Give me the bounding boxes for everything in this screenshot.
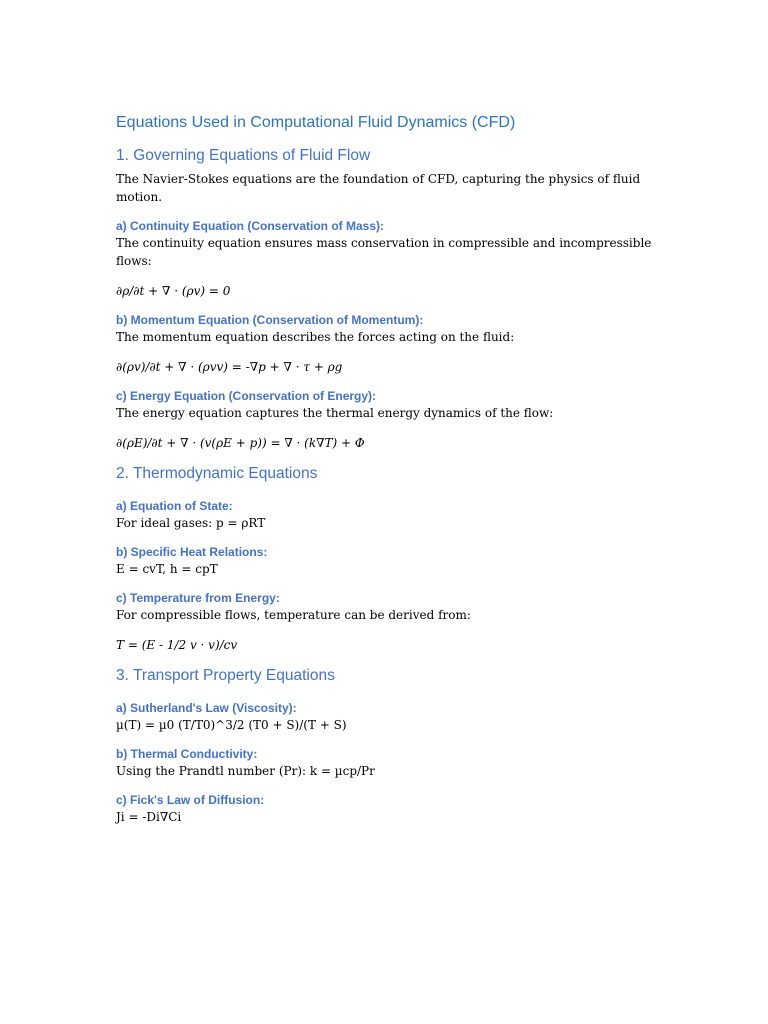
momentum-heading: b) Momentum Equation (Conservation of Momentum): [116,313,424,327]
specific-heat-heading: b) Specific Heat Relations: [116,545,268,559]
section-1-heading: 1. Governing Equations of Fluid Flow [116,147,371,164]
energy-equation: ∂(ρE)/∂t + ∇ · (v(ρE + p)) = ∇ · (k∇T) + Φ [116,436,365,450]
temperature-equation: T = (E - 1/2 v · v)/cv [116,638,238,652]
section-2-heading: 2. Thermodynamic Equations [116,465,318,482]
equation-of-state-text: For ideal gases: p = ρRT [116,516,266,530]
momentum-equation: ∂(ρv)/∂t + ∇ · (ρvv) = -∇p + ∇ · τ + ρg [116,360,343,374]
specific-heat-text: E = cvT, h = cpT [116,562,218,576]
energy-heading: c) Energy Equation (Conservation of Energy): [116,389,377,403]
equation-of-state-heading: a) Equation of State: [116,499,233,513]
momentum-text: The momentum equation describes the forces acting on the fluid: [116,330,515,344]
continuity-equation: ∂ρ/∂t + ∇ · (ρv) = 0 [116,284,231,298]
continuity-heading: a) Continuity Equation (Conservation of Mass): [116,219,385,233]
ficks-law-text: Ji = -Di∇Ci [116,810,182,824]
section-1-intro: The Navier-Stokes equations are the foundation of CFD, capturing the physics of fluid motion. [116,172,641,204]
sutherland-heading: a) Sutherland's Law (Viscosity): [116,701,297,715]
section-3-heading: 3. Transport Property Equations [116,667,335,684]
temperature-heading: c) Temperature from Energy: [116,591,280,605]
temperature-text: For compressible flows, temperature can be derived from: [116,608,471,622]
thermal-conductivity-heading: b) Thermal Conductivity: [116,747,258,761]
continuity-text: The continuity equation ensures mass conservation in compressible and incompressible flows: [116,236,652,268]
document-title: Equations Used in Computational Fluid Dynamics (CFD) [116,114,516,131]
document-body [116,112,656,838]
thermal-conductivity-text: Using the Prandtl number (Pr): k = µcp/Pr [116,764,375,778]
ficks-law-heading: c) Fick's Law of Diffusion: [116,793,265,807]
sutherland-text: µ(T) = µ0 (T/T0)^3/2 (T0 + S)/(T + S) [116,718,347,732]
energy-text: The energy equation captures the thermal energy dynamics of the flow: [116,406,554,420]
